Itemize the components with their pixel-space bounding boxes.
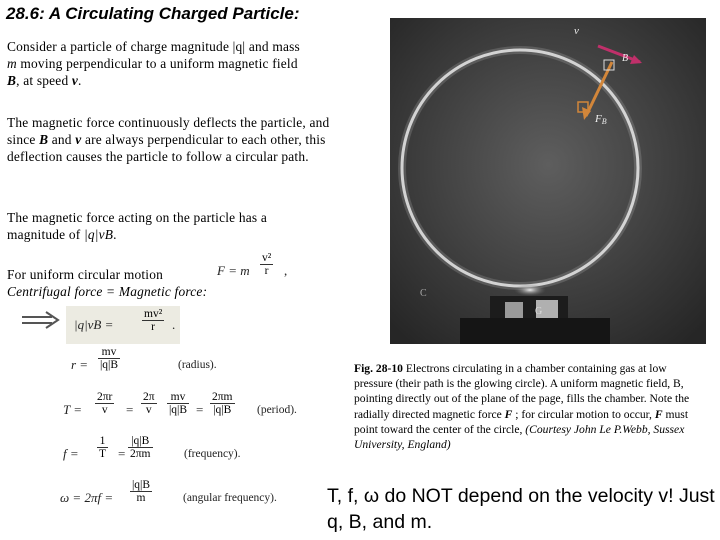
force-label: FB [595, 113, 607, 126]
intro-paragraph: Consider a particle of charge magnitude |q| and mass m moving perpendicular to a uniform magnetic field B, at speed v. [7, 39, 300, 88]
electron-chamber-photo [390, 18, 706, 344]
label-c: C [420, 288, 427, 299]
slide-title: 28.6: A Circulating Charged Particle: [6, 4, 300, 23]
conclusion-text: T, f, ω do NOT depend on the velocity v! Just q, B, and m. [327, 485, 715, 533]
velocity-label: v [574, 25, 579, 37]
force-balance-formula: |q|vB = mv² r . [66, 306, 180, 344]
field-label: B [622, 53, 629, 64]
deflection-paragraph: The magnetic force continuously deflects the particle, and since B and v are always perpendicular to each other, this deflection causes the particle to follow a circular path. [7, 115, 330, 164]
circular-motion-paragraph: For uniform circular motion Centrifugal force = Magnetic force: [7, 267, 208, 299]
label-g: G [535, 306, 543, 317]
implies-arrow-icon [22, 310, 62, 330]
force-magnitude-paragraph: The magnetic force acting on the particle has a magnitude of |q|vB. [7, 210, 267, 242]
figure-caption: Fig. 28-10 Electrons circulating in a chamber containing gas at low pressure (their path is the glowing circle). A uniform magnetic field, B, pointing directly out of the plane of the page, fills the chamber. Note the radially directed magnetic force F ; for circular motion to occur, F must point toward the center of the circle, (Courtesy John Le P.Webb, Sussex University, England) [354, 362, 690, 452]
